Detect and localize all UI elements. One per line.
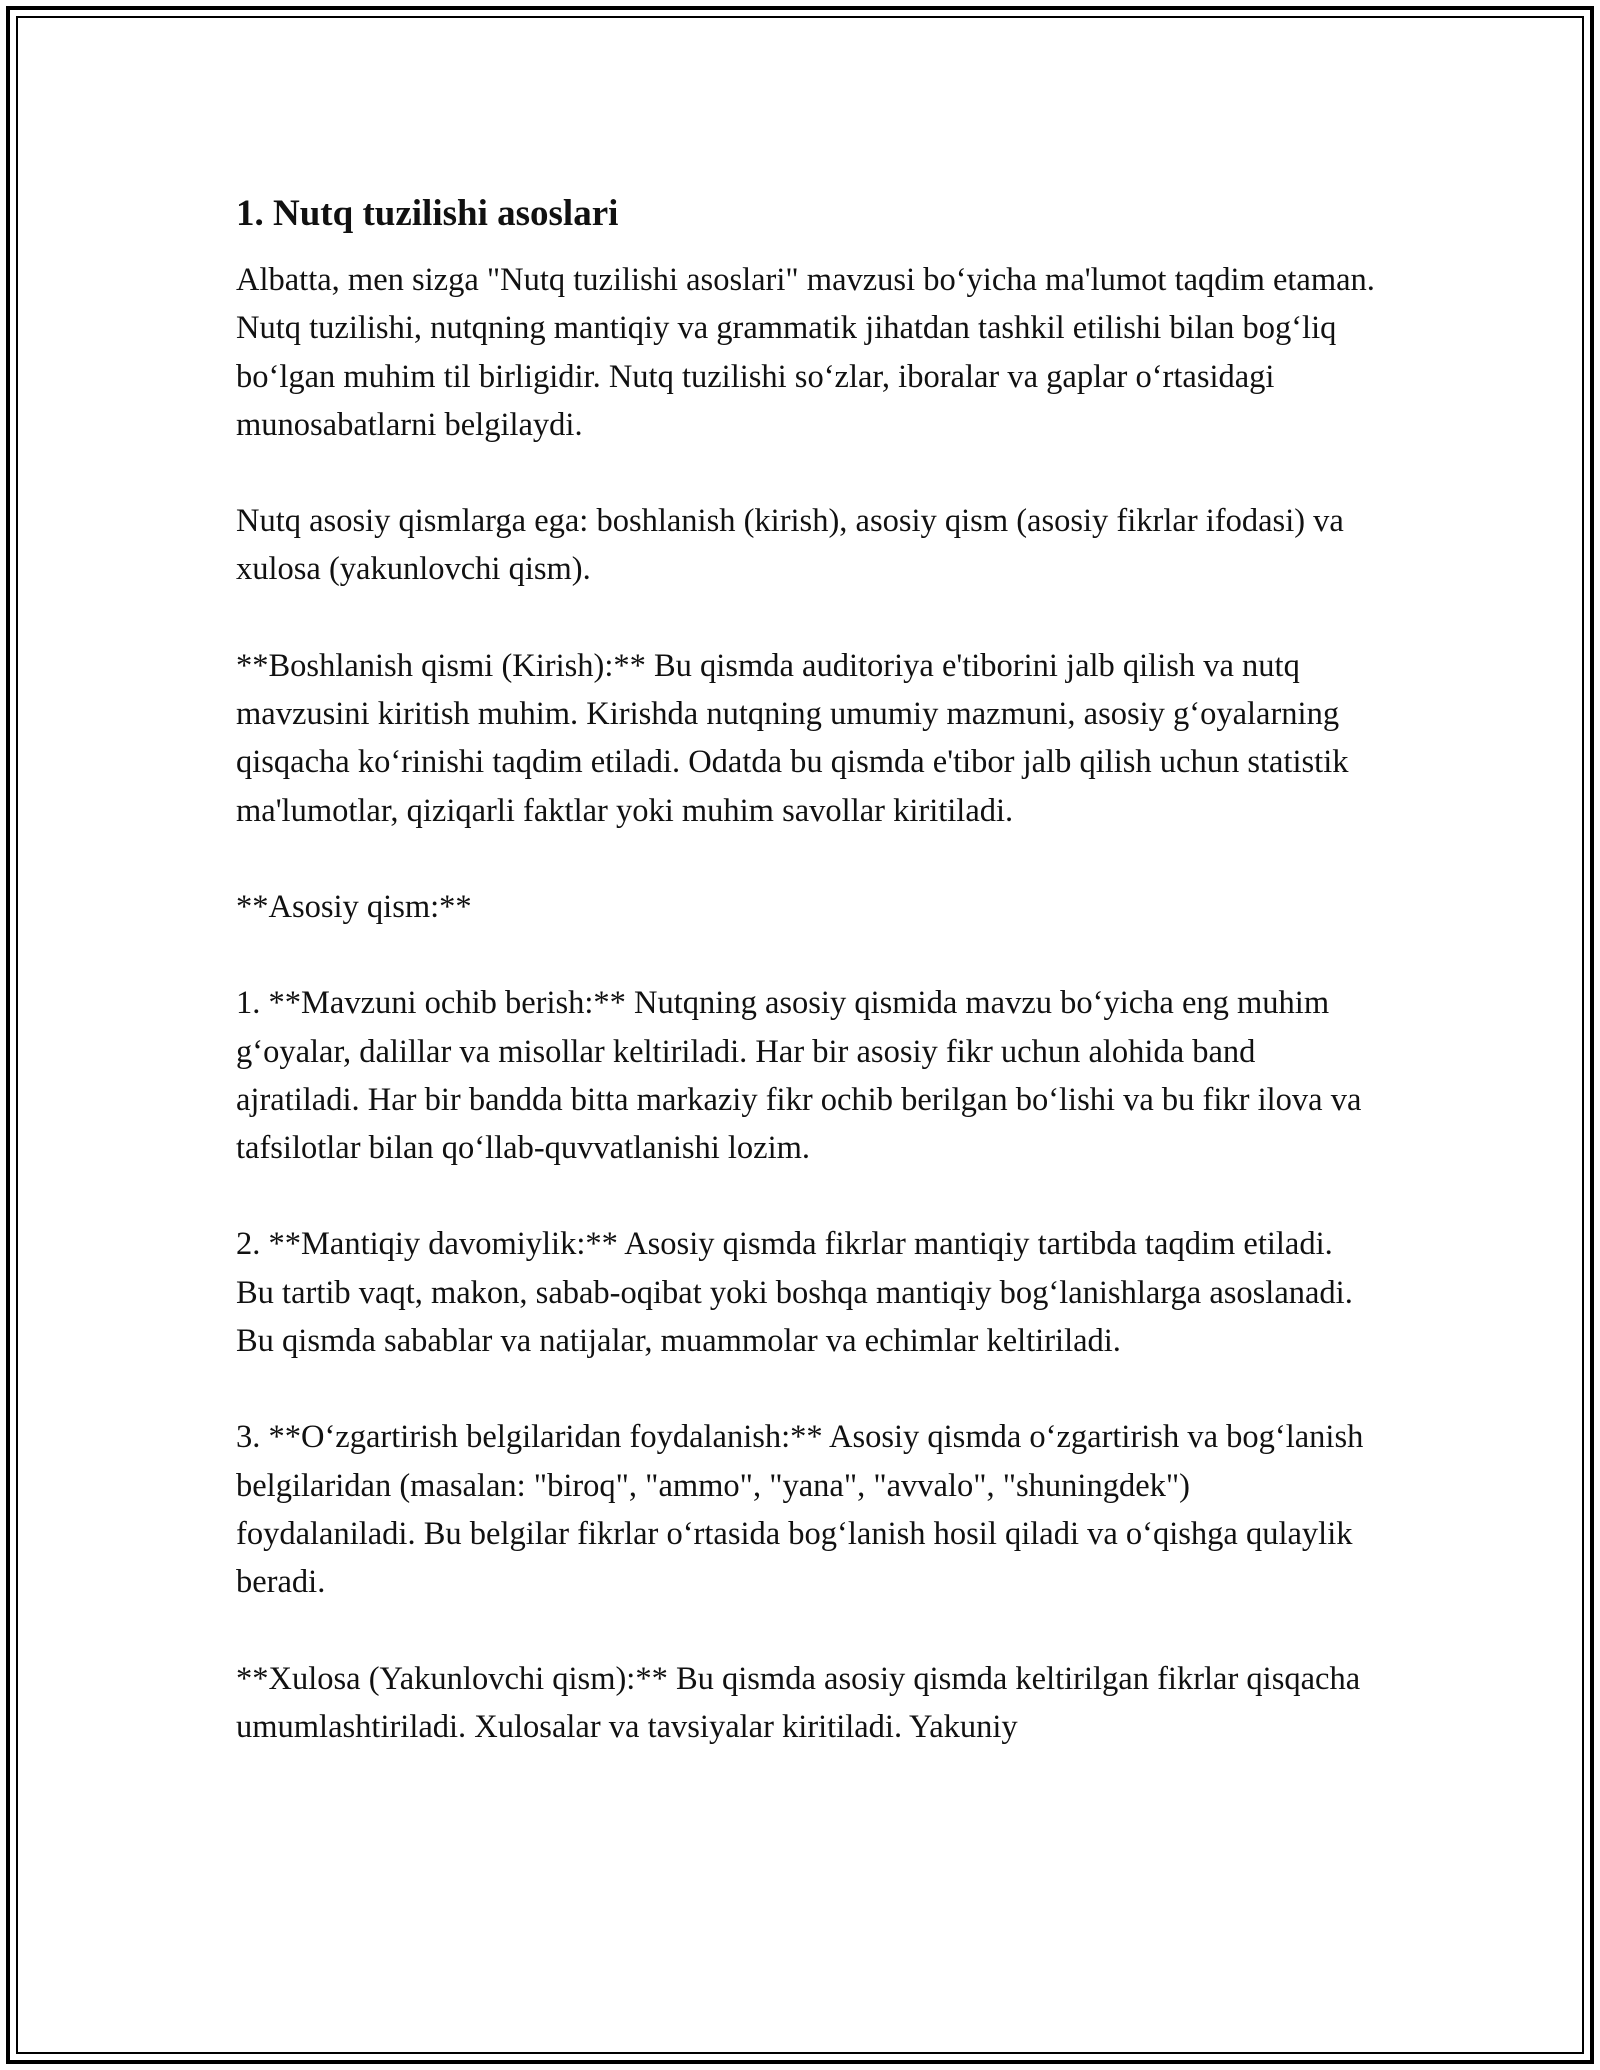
paragraph-item-1: 1. **Mavzuni ochib berish:** Nutqning asosiy qismida mavzu bo‘yicha eng muhim g‘oyalar, dalillar va misollar keltiriladi. Har bir asosiy fikr uchun alohida band ajratiladi. Har bir bandda bitta markaziy fikr ochib berilgan bo‘lishi va bu fikr ilova va tafsilotlar bilan qo‘llab-quvvatlanishi lozim. [236,985,1362,1167]
paragraph-main-part-heading: **Asosiy qism:** [236,888,472,925]
section-heading: 1. Nutq tuzilishi asoslari [236,193,619,234]
paragraph-item-3: 3. **O‘zgartirish belgilaridan foydalanish:** Asosiy qismda o‘zgartirish va bog‘lanish belgilaridan (masalan: "biroq", "ammo", "yana", "avvalo", "shuningdek") foydalaniladi. Bu belgilar fikrlar o‘rtasida bog‘lanish hosil qiladi va o‘qishga qulaylik beradi. [236,1419,1364,1601]
paragraph-conclusion: **Xulosa (Yakunlovchi qism):** Bu qismda asosiy qismda keltirilgan fikrlar qisqacha umumlashtiriladi. Xulosalar va tavsiyalar kiritiladi. Yakuniy [236,1660,1361,1745]
document-body [236,186,1376,1799]
paragraph-item-2: 2. **Mantiqiy davomiylik:** Asosiy qismda fikrlar mantiqiy tartibda taqdim etiladi. Bu tartib vaqt, makon, sabab-oqibat yoki boshqa mantiqiy bog‘lanishlarga asoslanadi. Bu qismda sabablar va natijalar, muammolar va echimlar keltiriladi. [236,1226,1353,1360]
paragraph-parts: Nutq asosiy qismlarga ega: boshlanish (kirish), asosiy qism (asosiy fikrlar ifodasi) va xulosa (yakunlovchi qism). [236,503,1344,588]
paragraph-intro: Albatta, men sizga "Nutq tuzilishi asoslari" mavzusi bo‘yicha ma'lumot taqdim etaman. Nutq tuzilishi, nutqning mantiqiy va grammatik jihatdan tashkil etilishi bilan bog‘liq bo‘lgan muhim til birligidir. Nutq tuzilishi so‘zlar, iboralar va gaplar o‘rtasidagi munosabatlarni belgilaydi. [236,262,1375,443]
paragraph-introduction-section: **Boshlanish qismi (Kirish):** Bu qismda auditoriya e'tiborini jalb qilish va nutq mavzusini kiritish muhim. Kirishda nutqning umumiy mazmuni, asosiy g‘oyalarning qisqacha ko‘rinishi taqdim etiladi. Odatda bu qismda e'tibor jalb qilish uchun statistik ma'lumotlar, qiziqarli faktlar yoki muhim savollar kiritiladi. [236,647,1349,829]
